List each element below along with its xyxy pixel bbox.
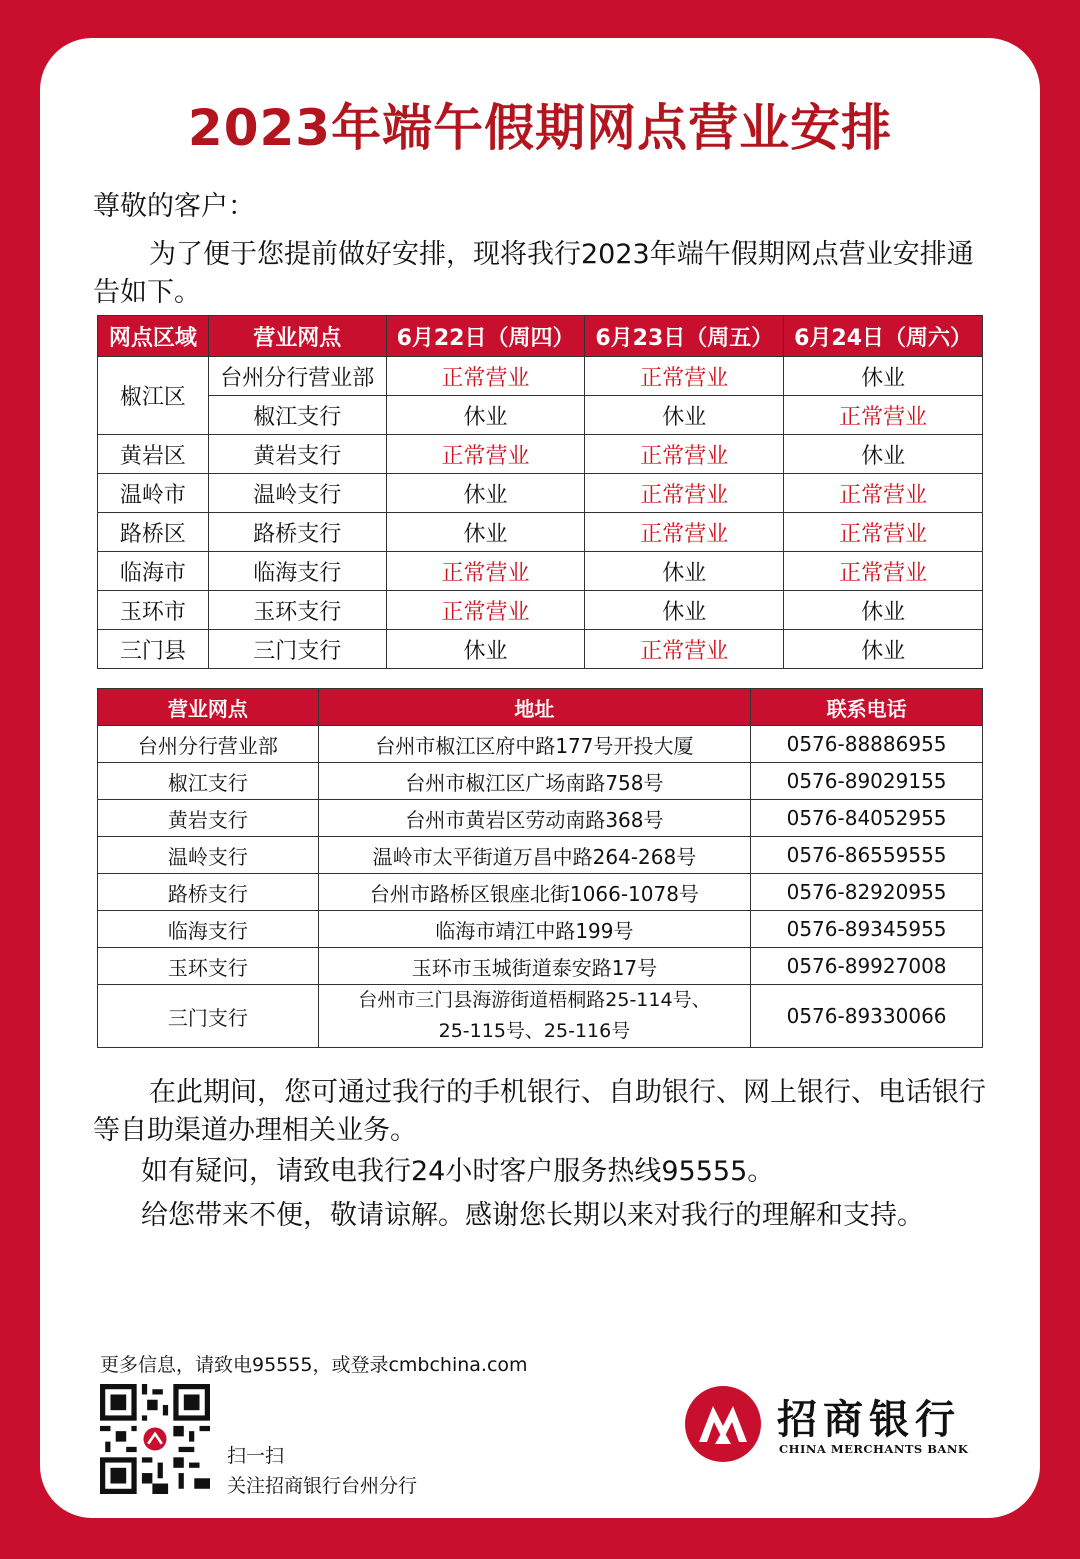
region-cell: 温岭市 xyxy=(98,474,209,513)
address-branch-cell: 台州分行营业部 xyxy=(98,726,319,763)
schedule-row xyxy=(98,630,983,669)
address-line: 台州市三门县海游街道梧桐路25-114号、 xyxy=(358,989,711,1011)
schedule-header-cell: 6月24日（周六） xyxy=(784,316,983,357)
address-line: 25-115号、25-116号 xyxy=(438,1020,631,1042)
schedule-header-cell: 营业网点 xyxy=(208,316,386,357)
address-cell: 临海市靖江中路199号 xyxy=(318,911,750,948)
address-header-row xyxy=(98,689,983,726)
phone-cell[interactable]: 0576-82920955 xyxy=(751,874,983,911)
phone-cell[interactable]: 0576-88886955 xyxy=(751,726,983,763)
address-row xyxy=(98,837,983,874)
schedule-header-cell: 6月23日（周五） xyxy=(585,316,784,357)
status-cell: 正常营业 xyxy=(585,474,784,513)
address-branch-cell: 三门支行 xyxy=(98,985,319,1048)
address-cell: 温岭市太平街道万昌中路264-268号 xyxy=(318,837,750,874)
address-header-cell: 联系电话 xyxy=(751,689,983,726)
body-paragraph-1: 在此期间，您可通过我行的手机银行、自助银行、网上银行、电话银行等自助渠道办理相关业务。 xyxy=(93,1077,986,1146)
region-cell: 玉环市 xyxy=(98,591,209,630)
address-branch-cell: 玉环支行 xyxy=(98,948,319,985)
address-row xyxy=(98,911,983,948)
branch-cell: 路桥支行 xyxy=(208,513,386,552)
region-cell: 椒江区 xyxy=(98,357,209,435)
qr-code-icon[interactable] xyxy=(100,1384,210,1494)
status-cell: 正常营业 xyxy=(386,552,585,591)
status-cell: 正常营业 xyxy=(585,357,784,396)
phone-cell[interactable]: 0576-84052955 xyxy=(751,800,983,837)
page-title: 2023年端午假期网点营业安排 xyxy=(187,99,893,157)
phone-cell[interactable]: 0576-86559555 xyxy=(751,837,983,874)
bank-logo xyxy=(685,1382,985,1468)
status-cell: 正常营业 xyxy=(386,591,585,630)
address-cell: 台州市黄岩区劳动南路368号 xyxy=(318,800,750,837)
cmb-logo-icon xyxy=(685,1386,761,1462)
schedule-table xyxy=(97,315,983,669)
address-cell: 台州市椒江区广场南路758号 xyxy=(318,763,750,800)
status-cell: 正常营业 xyxy=(784,474,983,513)
address-cell xyxy=(318,985,750,1048)
address-branch-cell: 临海支行 xyxy=(98,911,319,948)
status-cell: 休业 xyxy=(784,435,983,474)
branch-cell: 三门支行 xyxy=(208,630,386,669)
status-cell: 休业 xyxy=(386,474,585,513)
status-cell: 休业 xyxy=(784,357,983,396)
scan-text: 扫一扫 xyxy=(227,1445,285,1467)
status-cell: 休业 xyxy=(386,396,585,435)
schedule-header-cell: 网点区域 xyxy=(98,316,209,357)
status-cell: 正常营业 xyxy=(784,513,983,552)
status-cell: 休业 xyxy=(784,630,983,669)
logo-english-name: CHINA MERCHANTS BANK xyxy=(779,1442,969,1456)
branch-cell: 温岭支行 xyxy=(208,474,386,513)
address-cell: 台州市椒江区府中路177号开投大厦 xyxy=(318,726,750,763)
address-row xyxy=(98,763,983,800)
branch-cell: 玉环支行 xyxy=(208,591,386,630)
schedule-row xyxy=(98,552,983,591)
schedule-header-cell: 6月22日（周四） xyxy=(386,316,585,357)
phone-cell[interactable]: 0576-89029155 xyxy=(751,763,983,800)
branch-cell: 台州分行营业部 xyxy=(208,357,386,396)
address-header-cell: 营业网点 xyxy=(98,689,319,726)
status-cell: 正常营业 xyxy=(784,396,983,435)
address-row xyxy=(98,800,983,837)
status-cell: 休业 xyxy=(386,630,585,669)
region-cell: 三门县 xyxy=(98,630,209,669)
branch-cell: 黄岩支行 xyxy=(208,435,386,474)
status-cell: 正常营业 xyxy=(386,357,585,396)
schedule-row xyxy=(98,435,983,474)
status-cell: 休业 xyxy=(585,396,784,435)
address-header-cell: 地址 xyxy=(318,689,750,726)
logo-chinese-name: 招商银行 xyxy=(777,1396,961,1443)
address-branch-cell: 温岭支行 xyxy=(98,837,319,874)
address-row xyxy=(98,874,983,911)
address-row xyxy=(98,948,983,985)
status-cell: 正常营业 xyxy=(386,435,585,474)
schedule-row xyxy=(98,357,983,396)
schedule-row xyxy=(98,513,983,552)
status-cell: 正常营业 xyxy=(585,435,784,474)
status-cell: 休业 xyxy=(585,591,784,630)
address-cell: 玉环市玉城街道泰安路17号 xyxy=(318,948,750,985)
region-cell: 路桥区 xyxy=(98,513,209,552)
status-cell: 正常营业 xyxy=(585,513,784,552)
intro-paragraph: 为了便于您提前做好安排，现将我行2023年端午假期网点营业安排通告如下。 xyxy=(93,239,974,308)
address-branch-cell: 路桥支行 xyxy=(98,874,319,911)
phone-cell[interactable]: 0576-89927008 xyxy=(751,948,983,985)
branch-cell: 椒江支行 xyxy=(208,396,386,435)
body-paragraph-3: 给您带来不便，敬请谅解。感谢您长期以来对我行的理解和支持。 xyxy=(141,1200,924,1231)
status-cell: 休业 xyxy=(784,591,983,630)
more-info-text: 更多信息，请致电95555，或登录cmbchina.com xyxy=(100,1354,528,1376)
schedule-row xyxy=(98,474,983,513)
address-branch-cell: 椒江支行 xyxy=(98,763,319,800)
address-cell: 台州市路桥区银座北街1066-1078号 xyxy=(318,874,750,911)
body-paragraph-2: 如有疑问，请致电我行24小时客户服务热线95555。 xyxy=(141,1156,775,1187)
schedule-row xyxy=(98,396,983,435)
address-table xyxy=(97,688,983,1048)
follow-text: 关注招商银行台州分行 xyxy=(227,1475,418,1497)
region-cell: 临海市 xyxy=(98,552,209,591)
schedule-header-row xyxy=(98,316,983,357)
schedule-row xyxy=(98,591,983,630)
phone-cell[interactable]: 0576-89345955 xyxy=(751,911,983,948)
status-cell: 正常营业 xyxy=(585,630,784,669)
address-row xyxy=(98,985,983,1048)
status-cell: 正常营业 xyxy=(784,552,983,591)
greeting: 尊敬的客户： xyxy=(93,191,255,222)
address-branch-cell: 黄岩支行 xyxy=(98,800,319,837)
region-cell: 黄岩区 xyxy=(98,435,209,474)
status-cell: 休业 xyxy=(585,552,784,591)
status-cell: 休业 xyxy=(386,513,585,552)
branch-cell: 临海支行 xyxy=(208,552,386,591)
phone-cell[interactable]: 0576-89330066 xyxy=(751,985,983,1048)
address-row xyxy=(98,726,983,763)
